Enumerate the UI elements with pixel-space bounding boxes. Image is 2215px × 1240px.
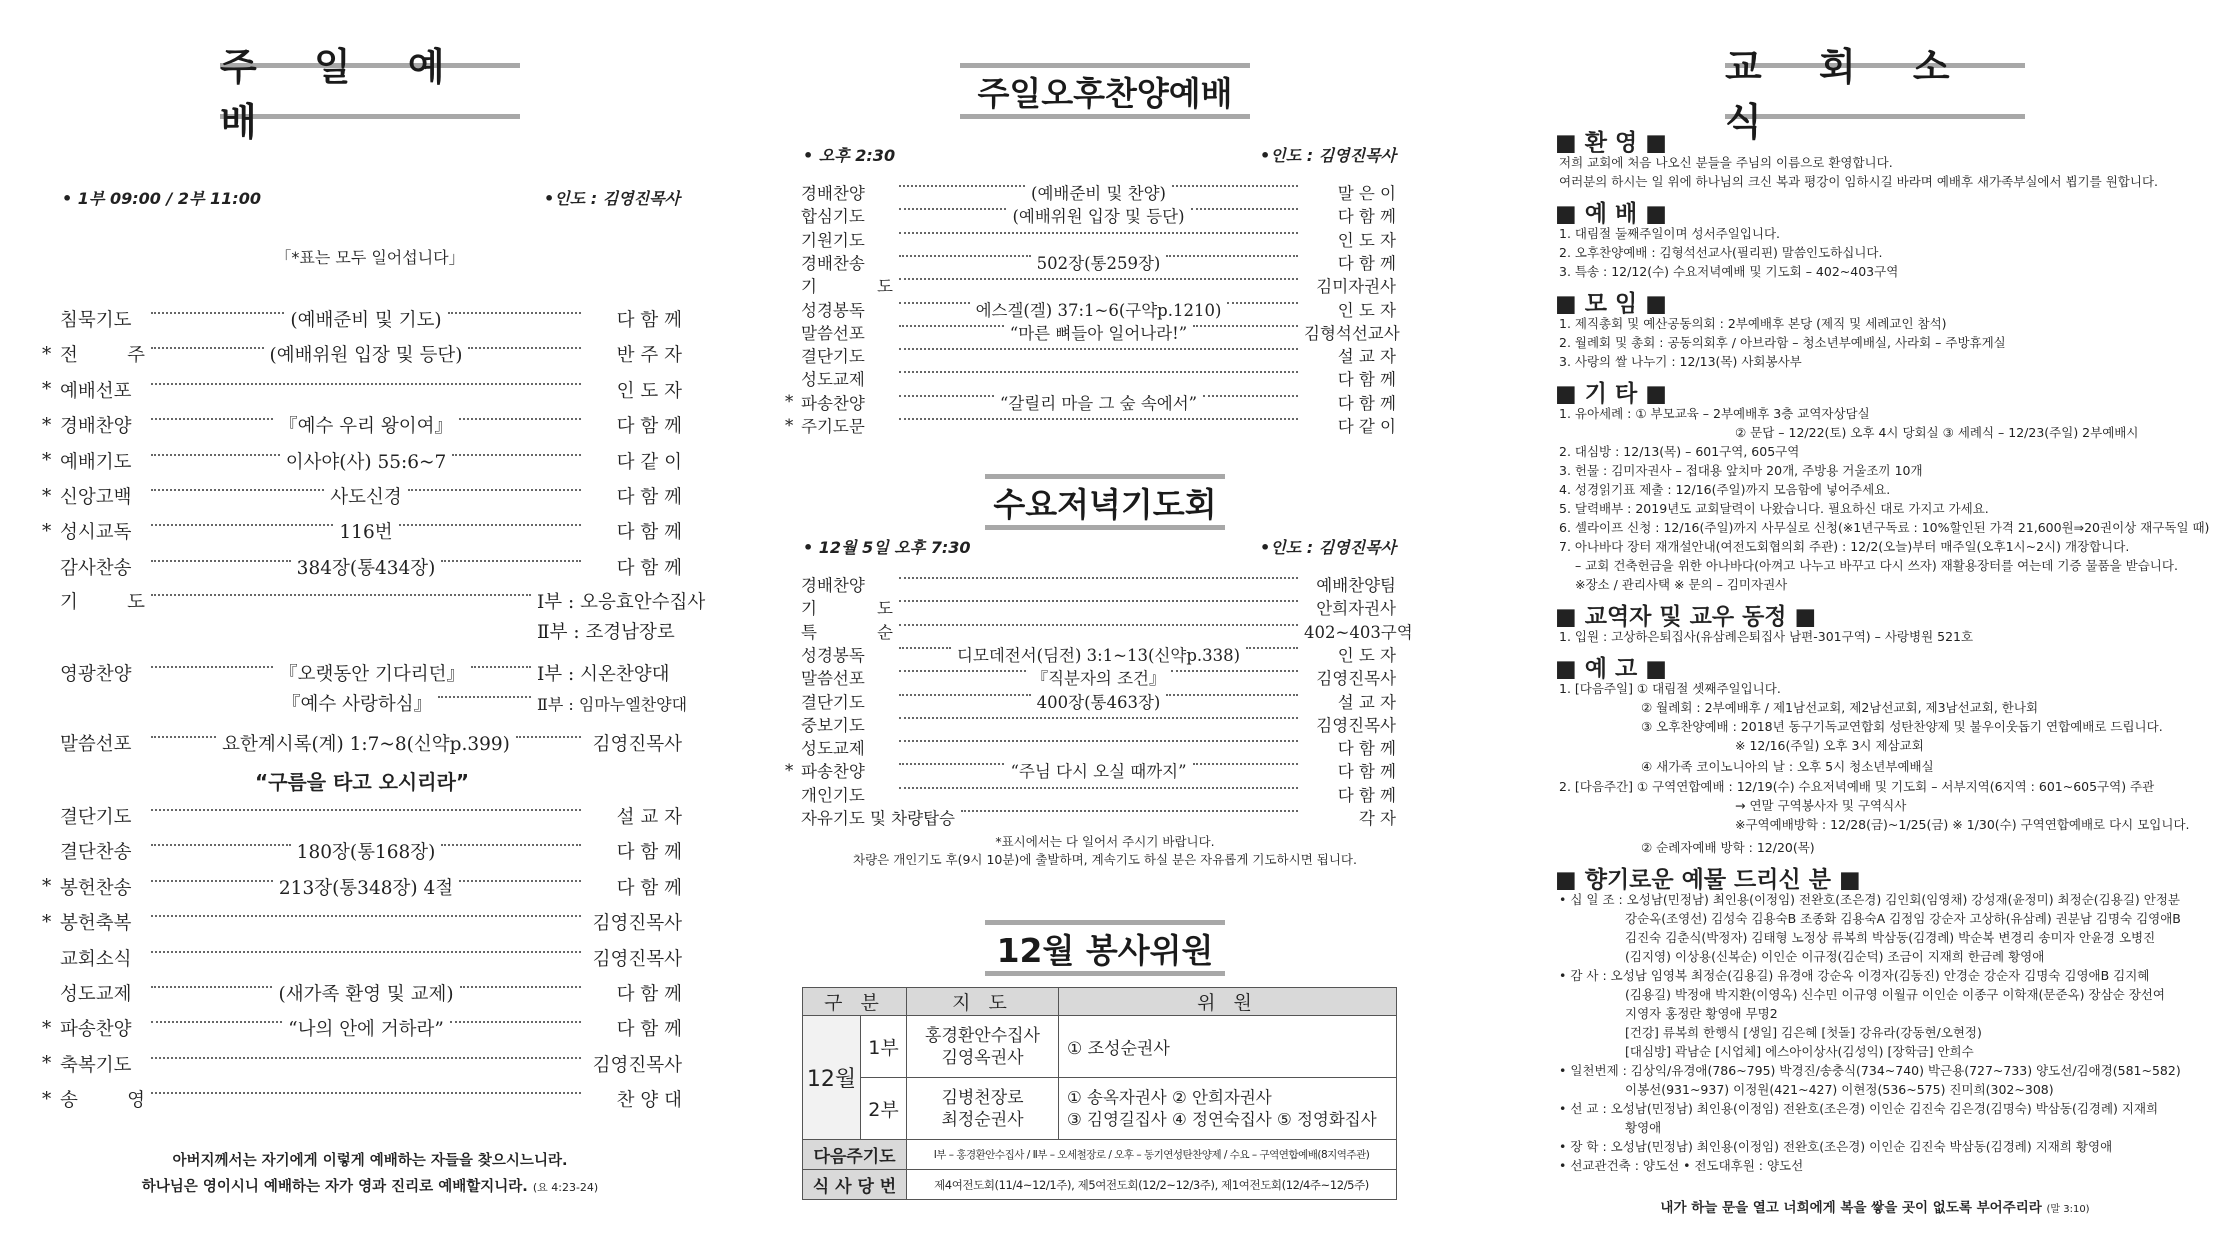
standing-mark: * — [785, 392, 794, 412]
row-detail: “갈릴리 마을 그 숲 속에서” — [999, 393, 1198, 413]
december-volunteers-title: 12월 봉사위원 — [985, 920, 1225, 976]
part2-leader-2: 최정순권사 — [941, 1109, 1024, 1130]
row-detail: 사도신경 — [330, 487, 402, 508]
row-leader: 다 함 께 — [1337, 253, 1396, 273]
row-label: 성도교제 — [801, 739, 865, 759]
standing-mark: * — [42, 485, 52, 507]
worship-order-row — [785, 735, 1396, 759]
row-detail: 502장(통259장) — [1036, 253, 1161, 273]
news-line: ※구역예배방학 : 12/28(금)~1/25(금) ※ 1/30(수) 구역연합예배로 다시 모입니다. — [1735, 817, 2190, 832]
part1-cell: 1부 — [861, 1016, 907, 1078]
sunday-worship-column — [0, 0, 740, 1240]
news-verse-ref: (말 3:10) — [2046, 1204, 2090, 1215]
news-line: 저희 교회에 처음 나오신 분들을 주님의 이름으로 환영합니다. — [1559, 155, 1893, 170]
row-leader: 다 함 께 — [616, 842, 683, 864]
worship-order-row — [42, 909, 682, 935]
row-label: 말씀선포 — [801, 669, 865, 689]
part1-leader-2: 김영옥권사 — [941, 1047, 1024, 1068]
standing-mark: * — [42, 414, 52, 436]
row-label: 파송찬양 — [801, 393, 865, 413]
row-detail: (예배준비 및 기도) — [290, 310, 442, 331]
news-line: ④ 새가족 코이노니아의 날 : 오후 5시 청소년부예배실 — [1641, 759, 1934, 774]
news-line: (김지영) 이상용(신복순) 이인순 이규정(김순덕) 조금이 지재희 한금례 황영애 — [1625, 949, 2045, 964]
news-line: ※장소 / 관리사택 ※ 문의 – 김미자권사 — [1575, 577, 1788, 592]
row-label: 봉헌찬송 — [60, 877, 132, 899]
row-leader: 다 함 께 — [616, 1019, 682, 1041]
news-line: 6. 셀라이프 신청 : 12/16(주일)까지 사무실로 신청(※1년구독료 : 10%할인된 가격 21,600원⇒20권이상 재구독일 때) — [1559, 520, 2210, 535]
worship-order-row — [42, 730, 682, 756]
volunteer-table — [802, 987, 1397, 1200]
news-line: (김용길) 박정애 박지환(이영옥) 신수민 이규영 이월규 이인순 이종구 이학재(문준옥) 장삼순 장선여 — [1625, 987, 2165, 1002]
standing-mark: * — [42, 911, 52, 933]
row-label: 봉헌축복 — [60, 913, 132, 935]
row-leader: 다 함 께 — [616, 877, 683, 899]
row-leader: 안희자권사 — [1316, 599, 1396, 619]
row-leader: 다 같 이 — [1337, 417, 1396, 436]
row-detail: (예배위원 입장 및 등단) — [1012, 207, 1185, 227]
row-leader: 다 함 께 — [1337, 207, 1396, 227]
news-line: 7. 아나바다 장터 재개설안내(여전도회협의회 주관) : 12/2(오늘)부터 매주일(오후1시~2시) 개장합니다. — [1559, 539, 2130, 554]
news-line: – 교회 건축헌금을 위한 아나바다(아껴고 나누고 바꾸고 다시 쓰자) 재활용장터를 여는데 기증 물품을 받습니다. — [1575, 558, 2178, 573]
row-leader: 김영진목사 — [592, 734, 682, 755]
row-leader: 김영진목사 — [592, 948, 682, 970]
row-leader: 김미자권사 — [1316, 277, 1396, 297]
row-label: 성경봉독 — [801, 300, 865, 320]
part2-members-1: ① 송옥자권사 ② 안희자권사 — [1067, 1087, 1272, 1107]
meal-duty-label: 식 사 당 번 — [803, 1170, 907, 1200]
standing-mark: * — [42, 876, 52, 898]
worship-order-row — [42, 1086, 682, 1112]
row-label: 예배기도 — [60, 451, 132, 473]
news-line: → 연말 구역봉사자 및 구역식사 — [1735, 798, 1907, 813]
row-leader: 인 도 자 — [1337, 300, 1396, 320]
row-leader: 다 함 께 — [1337, 762, 1396, 782]
row-leader: 인 도 자 — [616, 380, 682, 402]
row-label: 교회소식 — [60, 948, 132, 970]
news-line: • 장 학 : 오성남(민정남) 최인용(이정임) 전완호(조은경) 이인순 김진숙 박삼동(김경례) 지재희 황영애 — [1559, 1139, 2113, 1154]
row-label: 자유기도 및 차량탑승 — [801, 809, 955, 828]
prayer-row — [42, 588, 706, 614]
row-detail: 213장(통348장) 4절 — [278, 877, 454, 899]
row-detail: 116번 — [339, 522, 393, 544]
standing-note-2: *표시에서는 다 일어서 주시기 바랍니다. — [995, 834, 1215, 849]
row-label: 결단찬송 — [60, 842, 132, 864]
row-leader: 다 함 께 — [1337, 785, 1396, 805]
worship-order-row — [42, 483, 682, 509]
row-leader: 다 함 께 — [616, 522, 682, 544]
worship-order-row — [42, 518, 682, 544]
row-label: 합심기도 — [801, 207, 865, 227]
row-detail: 이사야(사) 55:6~7 — [285, 451, 447, 473]
row-label: 신앙고백 — [60, 487, 132, 508]
row-leader: 인 도 자 — [1337, 645, 1396, 665]
row-detail: (예배준비 및 찬양) — [1031, 184, 1166, 203]
part2-cell: 2부 — [861, 1078, 907, 1140]
news-line: 김진숙 김춘식(박정자) 김태형 노정상 류복희 박삼동(김경례) 박순복 변경리 송미자 안윤경 오병진 — [1625, 930, 2156, 945]
verse-reference: (요 4:23-24) — [532, 1181, 599, 1194]
service-time: • 1부 09:00 / 2부 11:00 — [62, 189, 261, 208]
wednesday-order — [785, 0, 1413, 900]
row-leader: 김영진목사 — [592, 1054, 682, 1076]
worship-order-row — [42, 803, 682, 829]
standing-mark: * — [42, 1053, 52, 1075]
worship-order-row — [42, 448, 682, 474]
row-leader: 김형석선교사 — [1304, 323, 1400, 343]
prayer-row-2 — [42, 618, 682, 644]
row-label: 축복기도 — [60, 1054, 132, 1076]
news-line: • 선교관건축 : 양도선 • 전도대후원 : 양도선 — [1559, 1158, 1804, 1173]
closing-verse — [0, 1148, 740, 1201]
news-line: 3. 특송 : 12/12(수) 수요저녁예배 및 기도회 – 402~403구역 — [1559, 264, 1899, 279]
worship-order-row — [785, 689, 1396, 713]
news-line: • 십 일 조 : 오성남(민정남) 최인용(이정임) 전완호(조은경) 김인회(임영채) 강성재(윤정미) 최정순(김용길) 안정분 — [1559, 892, 2180, 907]
news-verse-text: 내가 하늘 문을 열고 너희에게 복을 쌓을 곳이 없도록 부어주리라 — [1660, 1200, 2042, 1216]
row-detail: 『예수 우리 왕이여』 — [279, 416, 453, 438]
row-leader: 김영진목사 — [1316, 669, 1397, 689]
row-label: 송 영 — [60, 1090, 145, 1112]
afternoon-column — [770, 0, 1440, 1240]
news-line: 4. 성경읽기표 제출 : 12/16(주일)까지 모음함에 넣어주세요. — [1559, 482, 1891, 497]
praise-label: 영광찬양 — [60, 664, 132, 685]
section-heading: ■ 환 영 ■ — [1555, 130, 1667, 156]
verse-line-2 — [0, 1174, 740, 1201]
row-label: 경배찬송 — [801, 253, 865, 273]
service-leader: •인도 : 김영진목사 — [544, 189, 680, 208]
news-line: 1. 유아세례 : ① 부모교육 – 2부예배후 3층 교역자상담실 — [1559, 406, 1870, 421]
row-label: 경배찬양 — [801, 576, 865, 595]
worship-order-row — [785, 572, 1396, 596]
news-line: • 감 사 : 오성남 임영복 최정순(김용길) 유경애 강순옥 이경자(김동진) 안경순 강순자 김명숙 김영애B 김지혜 — [1559, 968, 2150, 983]
row-leader: 다 같 이 — [616, 451, 682, 473]
worship-order-row — [42, 554, 682, 580]
news-line: [건강] 류복희 한행식 [생일] 김은혜 [첫돌] 강유라(강동현/오현정) — [1625, 1025, 1982, 1040]
row-label: 결단기도 — [60, 807, 132, 828]
praise-row — [42, 660, 682, 686]
row-leader: 찬 양 대 — [616, 1090, 682, 1112]
row-leader: 다 함 께 — [616, 487, 683, 508]
afternoon-leader: •인도 : 김영진목사 — [1260, 146, 1396, 165]
row-leader: 설 교 자 — [1337, 347, 1396, 367]
praise-row-2 — [42, 690, 688, 716]
section-heading: ■ 기 타 ■ — [1555, 381, 1667, 407]
worship-order-row — [785, 758, 1396, 782]
row-detail: “마른 뼈들아 일어나라!” — [1009, 323, 1188, 343]
news-line: 3. 헌물 : 김미자권사 – 접대용 앞치마 20개, 주방용 거울조끼 10개 — [1559, 463, 1923, 478]
row-leader: 김영진목사 — [592, 913, 682, 935]
part2-leader-1: 김병천장로 — [941, 1087, 1024, 1108]
worship-order-row — [785, 782, 1396, 806]
section-heading: ■ 교역자 및 교우 동정 ■ — [1555, 604, 1817, 630]
row-detail: (예배위원 입장 및 등단) — [269, 345, 463, 367]
section-heading: ■ 예 고 ■ — [1555, 656, 1667, 682]
news-line: 3. 사랑의 쌀 나누기 : 12/13(목) 사회봉사부 — [1559, 354, 1802, 369]
sunday-worship-title: 주 일 예 배 — [220, 63, 520, 119]
standing-mark: * — [42, 520, 52, 542]
row-leader: 다 함 께 — [616, 984, 683, 1005]
wednesday-leader: •인도 : 김영진목사 — [1260, 538, 1396, 557]
row-detail: (새가족 환영 및 교제) — [278, 984, 454, 1005]
worship-order-row — [785, 642, 1396, 666]
row-label: 결단기도 — [801, 347, 865, 367]
row-leader: 인 도 자 — [1337, 230, 1396, 250]
row-label: 경배찬양 — [60, 416, 132, 438]
news-line: ② 순례자예배 방학 : 12/20(목) — [1641, 840, 1815, 855]
worship-order-row — [42, 306, 682, 332]
row-leader: 설 교 자 — [1337, 692, 1396, 712]
row-detail: 『직분자의 조건』 — [1031, 669, 1166, 689]
month-cell: 12월 — [803, 1016, 861, 1140]
praise-song-1: 『오랫동안 기다리던』 — [279, 664, 465, 685]
worship-order-row — [785, 665, 1396, 689]
row-label: 말씀선포 — [60, 734, 132, 755]
row-label: 파송찬양 — [801, 762, 865, 782]
row-leader: 다 함 께 — [616, 310, 683, 331]
news-line: 2. 월례회 및 총회 : 공동의회후 / 아브라함 – 청소년부예배실, 사라회 – 주방휴게실 — [1559, 335, 2006, 350]
standing-mark: * — [785, 760, 794, 780]
next-prayer-value: Ⅰ부 – 홍경환안수집사 / Ⅱ부 – 오세철장로 / 오후 – 동기연성탄찬양제 / 수요 – 구역연합예배(8지역주관) — [907, 1140, 1397, 1170]
standing-mark: * — [42, 343, 52, 365]
worship-order-row — [42, 1015, 682, 1041]
row-leader: 다 함 께 — [1337, 393, 1396, 413]
next-prayer-label: 다음주기도 — [803, 1140, 907, 1170]
row-detail: 에스겔(겔) 37:1~6(구약p.1210) — [975, 300, 1222, 320]
worship-order-row — [785, 619, 1413, 643]
worship-order-row — [785, 712, 1396, 736]
worship-order-row — [785, 595, 1396, 619]
news-line: ② 문답 – 12/22(토) 오후 4시 당회실 ③ 세례식 – 12/23(주일) 2부예배시 — [1735, 425, 2139, 440]
news-line: 강순옥(조영선) 김성숙 김용숙B 조종화 김용숙A 김정임 강순자 고상하(유삼례) 권분남 김명숙 김영애B — [1625, 911, 2181, 926]
news-line: 이봉선(931~937) 이정원(421~427) 이현정(536~575) 진미희(302~308) — [1625, 1082, 2054, 1097]
news-line: 1. [다음주일] ① 대림절 셋째주일입니다. — [1559, 681, 1781, 696]
row-label: 침묵기도 — [60, 310, 132, 331]
worship-order-row — [42, 377, 682, 403]
news-line: [대심방] 곽남순 [시업체] 에스아이상사(김성익) [장학금] 안희수 — [1625, 1044, 1974, 1059]
row-detail: 384장(통434장) — [296, 557, 436, 579]
meal-duty-value: 제4여전도회(11/4~12/1주), 제5여전도회(12/2~12/3주), 제1여전도회(12/4주~12/5주) — [907, 1170, 1397, 1200]
row-label: 전 주 — [60, 345, 145, 367]
standing-mark: * — [42, 1088, 52, 1110]
row-detail: 400장(통463장) — [1036, 692, 1161, 712]
wednesday-prayer-title: 수요저녁기도회 — [985, 474, 1225, 530]
row-label: 성도교제 — [60, 984, 132, 1005]
standing-mark: * — [42, 1017, 52, 1039]
row-label: 중보기도 — [801, 715, 865, 735]
news-line: 지영자 홍정란 황영애 무명2 — [1625, 1006, 1778, 1021]
news-line: 2. 대심방 : 12/13(목) – 601구역, 605구역 — [1559, 444, 1800, 459]
row-label: 경배찬양 — [801, 184, 865, 203]
church-news-column — [1535, 0, 2215, 1240]
row-label: 주기도문 — [801, 417, 865, 436]
row-leader: 다 함 께 — [1337, 370, 1396, 390]
news-line: ② 월례회 : 2부예배후 / 제1남선교회, 제2남선교회, 제3남선교회, 한나회 — [1641, 700, 2039, 715]
row-label: 감사찬송 — [60, 557, 132, 579]
standing-note: 「*표는 모두 일어섭니다」 — [275, 248, 465, 267]
row-label: 기 도 — [801, 599, 893, 619]
row-label: 기 도 — [801, 277, 893, 297]
section-heading: ■ 예 배 ■ — [1555, 201, 1667, 227]
part2-leaders — [907, 1078, 1059, 1140]
row-label: 성경봉독 — [801, 645, 865, 665]
news-line: 1. 입원 : 고상하은퇴집사(유삼례은퇴집사 남편-301구역) – 사랑병원 521호 — [1559, 629, 1974, 644]
afternoon-time: • 오후 2:30 — [803, 146, 896, 165]
row-leader: 402~403구역 — [1304, 622, 1413, 642]
part1-leader-1: 홍경환안수집사 — [925, 1025, 1040, 1046]
church-news-title: 교 회 소 식 — [1725, 63, 2025, 119]
news-line: 황영애 — [1625, 1120, 1662, 1135]
news-line: ※ 12/16(주일) 오후 3시 제삼교회 — [1735, 738, 1924, 753]
standing-mark: * — [785, 415, 794, 435]
worship-order-row — [42, 838, 682, 864]
table-header-members: 위 원 — [1059, 988, 1397, 1016]
row-label: 예배선포 — [60, 380, 132, 402]
vehicle-note: 차량은 개인기도 후(9시 10분)에 출발하며, 계속기도 하실 분은 자유롭게 기도하시면 됩니다. — [853, 852, 1357, 867]
row-label: 기원기도 — [801, 230, 865, 250]
news-line: 2. 오후찬양예배 : 김형석선교사(필리핀) 말씀인도하십니다. — [1559, 245, 1883, 260]
standing-mark: * — [42, 379, 52, 401]
part1-leaders — [907, 1016, 1059, 1078]
section-heading: ■ 향기로운 예물 드리신 분 ■ — [1555, 867, 1861, 893]
row-label: 성시교독 — [60, 522, 132, 544]
row-detail: 180장(통168장) — [296, 842, 436, 864]
standing-mark: * — [42, 450, 52, 472]
worship-order-row — [42, 945, 682, 971]
news-content — [1535, 0, 2215, 1240]
row-detail: “주님 다시 오실 때까지” — [1010, 762, 1187, 782]
worship-order-row — [42, 412, 682, 438]
news-line: ③ 오후찬양예배 : 2018년 동구기독교연합회 성탄찬양제 및 불우이웃돕기 연합예배로 드립니다. — [1641, 719, 2163, 734]
row-leader: 말 은 이 — [1337, 184, 1396, 203]
praise-choir-1: Ⅰ부 : 시온찬양대 — [537, 664, 670, 685]
row-label: 개인기도 — [801, 785, 865, 805]
row-leader: 다 함 께 — [616, 557, 683, 579]
news-line: 2. [다음주간] ① 구역연합예배 : 12/19(수) 수요저녁예배 및 기도회 – 서부지역(6지역 : 601~605구역) 주관 — [1559, 779, 2155, 794]
row-leader: 다 함 께 — [616, 416, 683, 438]
row-leader: 반 주 자 — [616, 345, 683, 367]
row-detail: 디모데전서(딤전) 3:1~13(신약p.338) — [956, 645, 1241, 665]
prayer-label: 기 도 — [60, 592, 145, 613]
news-line: 여러분의 하시는 일 위에 하나님의 크신 복과 평강이 임하시길 바라며 예배후 새가족부실에서 뵙기를 원합니다. — [1559, 174, 2159, 189]
sermon-title: “구름을 타고 오시리라” — [254, 770, 470, 794]
news-line: 5. 달력배부 : 2019년도 교회달력이 나왔습니다. 필요하신 대로 가지고 가세요. — [1559, 501, 1989, 516]
news-line: • 선 교 : 오성남(민정남) 최인용(이정임) 전완호(조은경) 이인순 김진숙 김은경(김명숙) 박삼동(김경례) 지재희 — [1559, 1101, 2159, 1116]
worship-order-row — [42, 874, 682, 900]
row-label: 특 순 — [801, 622, 893, 642]
part2-members-2: ③ 김영길집사 ④ 정연숙집사 ⑤ 정영화집사 — [1067, 1109, 1377, 1129]
prayer-part1: Ⅰ부 : 오응효안수집사 — [537, 592, 706, 613]
row-leader: 김영진목사 — [1316, 715, 1396, 735]
worship-order-row — [785, 805, 1396, 829]
afternoon-worship-title: 주일오후찬양예배 — [960, 63, 1250, 119]
part2-members — [1059, 1078, 1397, 1140]
row-label: 말씀선포 — [801, 323, 865, 343]
row-leader: 설 교 자 — [616, 807, 682, 828]
row-label: 파송찬양 — [60, 1019, 132, 1041]
row-leader: 예배찬양팀 — [1316, 576, 1396, 595]
news-line: • 일천번제 : 김상익/유경애(786~795) 박경진/송충식(734~740) 박근용(727~733) 양도선/김애경(581~582) — [1559, 1063, 2181, 1078]
wednesday-time: • 12월 5일 오후 7:30 — [803, 538, 971, 557]
order-of-worship — [42, 0, 706, 1240]
row-detail: “나의 안에 거하라” — [288, 1019, 444, 1041]
worship-order-row — [42, 980, 682, 1006]
praise-song-2: 『예수 사랑하심』 — [282, 694, 433, 715]
news-line: 1. 제직총회 및 예산공동의회 : 2부예배후 본당 (제직 및 세례교인 참석) — [1559, 316, 1947, 331]
part1-members: ① 조성순권사 — [1059, 1016, 1397, 1078]
praise-choir-2: Ⅱ부 : 임마누엘찬양대 — [537, 694, 688, 714]
worship-order-row — [42, 1051, 682, 1077]
table-header-division: 구 분 — [803, 988, 907, 1016]
row-label: 결단기도 — [801, 692, 865, 712]
row-leader: 다 함 께 — [1337, 739, 1396, 759]
row-detail: 요한계시록(계) 1:7~8(신약p.399) — [222, 734, 510, 755]
news-closing-verse — [1535, 1196, 2215, 1216]
verse-line-2-text: 하나님은 영이시니 예배하는 자가 영과 진리로 예배할지니라. — [141, 1179, 528, 1195]
row-leader: 각 자 — [1358, 809, 1396, 828]
news-line: 1. 대림절 둘째주일이며 성서주일입니다. — [1559, 226, 1781, 241]
table-header-leader: 지 도 — [907, 988, 1059, 1016]
section-heading: ■ 모 임 ■ — [1555, 291, 1667, 317]
row-label: 성도교제 — [801, 370, 865, 390]
verse-line-1: 아버지께서는 자기에게 이렇게 예배하는 자들을 찾으시느니라. — [172, 1153, 568, 1169]
prayer-part2: Ⅱ부 : 조경남장로 — [537, 622, 675, 643]
worship-order-row — [42, 341, 682, 367]
